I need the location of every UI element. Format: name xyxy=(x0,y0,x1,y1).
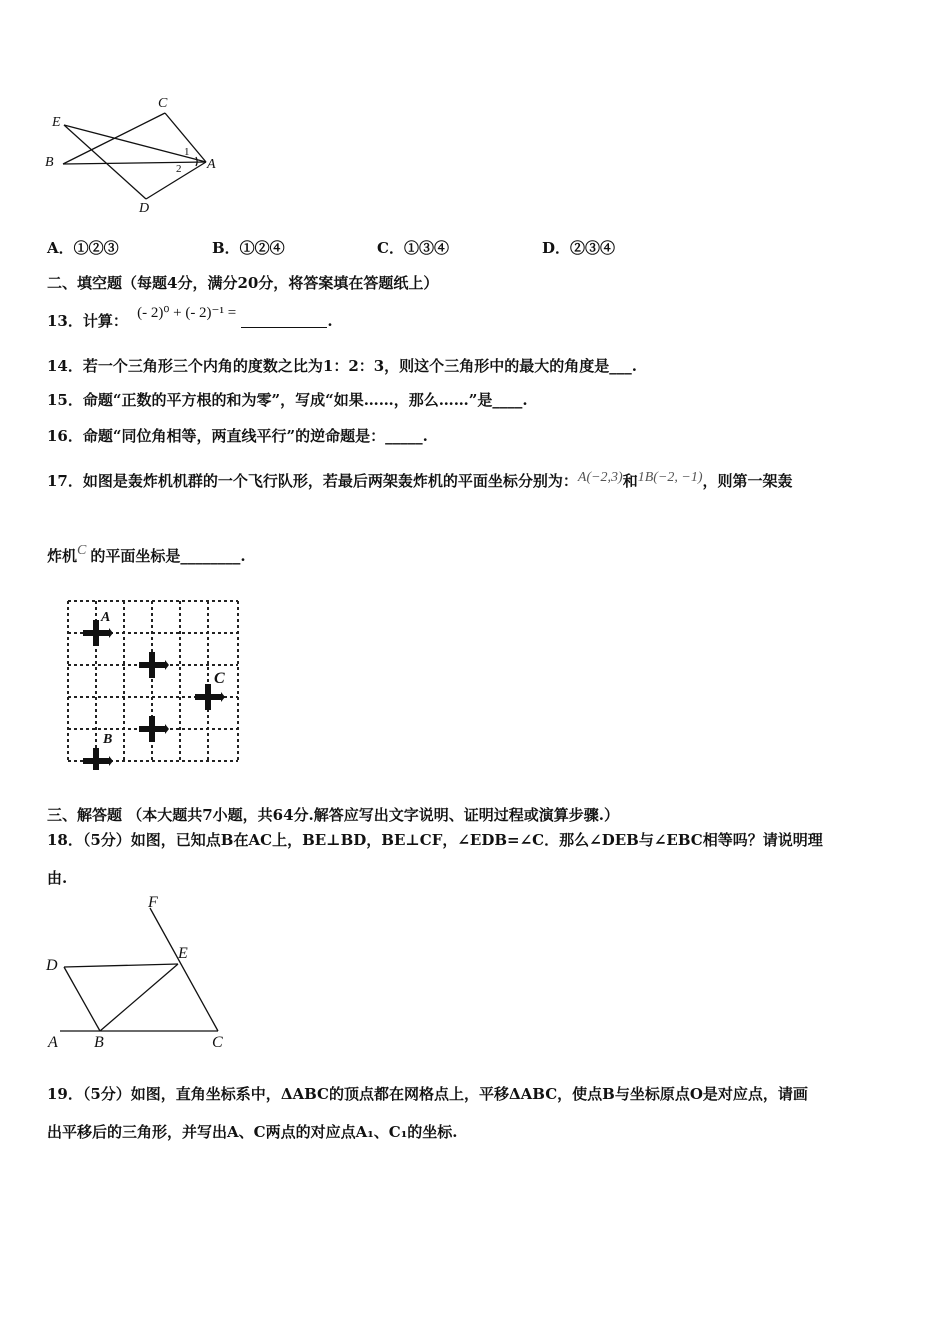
q13-answer-blank[interactable] xyxy=(241,313,327,328)
grid-label-c: C xyxy=(214,670,225,687)
q13-expression: (- 2)⁰ + (- 2)⁻¹ = xyxy=(137,305,237,321)
q16: 16．命题“同位角相等，两直线平行”的逆命题是：_____. xyxy=(47,427,428,445)
fig18-label-c: C xyxy=(212,1034,223,1051)
fig12-label-e: E xyxy=(52,115,61,130)
q17-line1 xyxy=(47,470,793,491)
q19-line1: 19．（5分）如图，直角坐标系中，ΔABC的顶点都在网格点上，平移ΔABC，使点B与坐标原点O是对应点，请画 xyxy=(47,1085,808,1103)
q17-text-3: 炸机 xyxy=(47,547,78,565)
option-c[interactable]: C．①③④ xyxy=(377,239,449,257)
fig12-label-c: C xyxy=(158,96,168,111)
fig18-label-e: E xyxy=(178,945,188,962)
q13-prefix: 13．计算： xyxy=(47,312,128,330)
fig12-label-d: D xyxy=(139,201,150,216)
fig18-label-a: A xyxy=(48,1034,58,1051)
figure-q12 xyxy=(40,95,230,220)
fig18-label-b: B xyxy=(94,1034,104,1051)
q14: 14．若一个三角形三个内角的度数之比为1：2：3，则这个三角形中的最大的角度是___. xyxy=(47,357,637,375)
plane-icon-b xyxy=(83,748,113,770)
plane-icon-4 xyxy=(139,716,169,742)
q17-line2 xyxy=(47,545,246,566)
figure-q18 xyxy=(40,895,240,1055)
grid-label-b: B xyxy=(103,732,113,747)
q18-line1: 18．（5分）如图，已知点B在AC上，BE⊥BD，BE⊥CF，∠EDB=∠C．那么∠DEB与∠EBC相等吗？请说明理 xyxy=(47,831,823,849)
option-a[interactable]: A．①②③ xyxy=(47,239,119,257)
fig12-angle-2: 2 xyxy=(176,163,182,175)
q13 xyxy=(47,305,333,331)
section3-heading: 三、解答题 （本大题共7小题，共64分.解答应写出文字说明、证明过程或演算步骤.） xyxy=(47,806,619,824)
plane-icon-2 xyxy=(139,652,169,678)
q17-text-4: 的平面坐标是________. xyxy=(90,547,246,565)
q17-c-label: C xyxy=(77,543,87,558)
q15: 15．命题“正数的平方根的和为零”，写成“如果……，那么……”是____. xyxy=(47,391,528,409)
q17-text-1: 17．如图是轰炸机机群的一个飞行队形，若最后两架轰炸机的平面坐标分别为： xyxy=(47,472,578,490)
q17-and: 和 xyxy=(622,472,638,490)
section2-heading: 二、填空题（每题4分，满分20分，将答案填在答题纸上） xyxy=(47,274,439,292)
fig12-label-b: B xyxy=(45,155,54,170)
fig18-label-d: D xyxy=(46,957,58,974)
option-d[interactable]: D．②③④ xyxy=(542,239,616,257)
fig12-angle-1: 1 xyxy=(184,146,190,158)
grid-label-a: A xyxy=(101,610,111,625)
q17-coord-b: 1B(−2, −1) xyxy=(637,470,703,485)
q19-line2: 出平移后的三角形，并写出A、C两点的对应点A₁、C₁的坐标. xyxy=(47,1123,458,1141)
option-b[interactable]: B．①②④ xyxy=(212,239,285,257)
q13-suffix: . xyxy=(327,312,333,330)
fig18-label-f: F xyxy=(148,894,158,911)
q17-coord-a: A(−2,3) xyxy=(577,470,623,485)
fig12-label-a: A xyxy=(207,157,216,172)
q18-line2: 由. xyxy=(47,869,68,887)
q17-text-2: ，则第一架轰 xyxy=(702,472,793,490)
